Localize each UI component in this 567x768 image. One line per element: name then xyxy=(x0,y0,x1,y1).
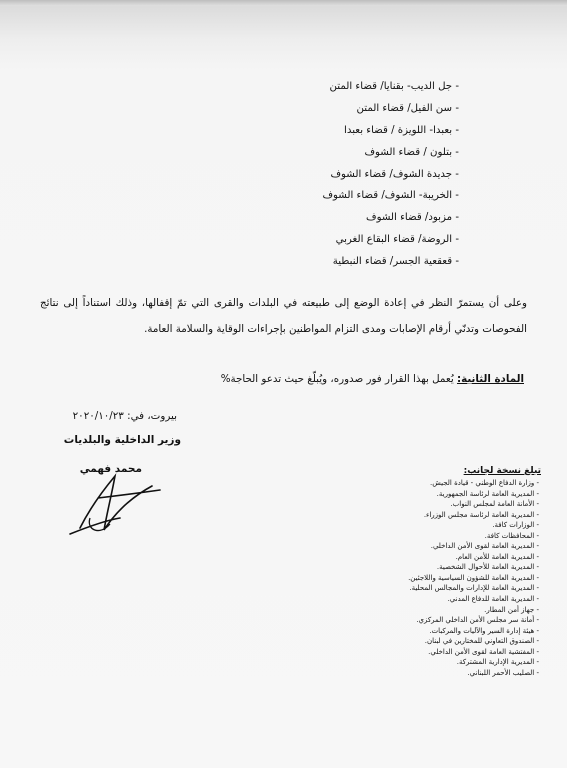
article-two xyxy=(221,373,524,385)
distribution-item: - المفتشية العامة لقوى الأمن الداخلي. xyxy=(428,647,539,656)
scan-edge-shadow xyxy=(0,0,567,6)
location-item: - بتلون / قضاء الشوف xyxy=(364,146,459,158)
signature xyxy=(60,468,170,540)
distribution-item: - المديرية العامة للإدارات والمجالس المحلية. xyxy=(409,584,539,593)
location-item: - بعبدا- اللويزة / قضاء بعبدا xyxy=(344,124,459,136)
location-item: - جديدة الشوف/ قضاء الشوف xyxy=(330,168,459,180)
distribution-item: - المديرية الإدارية المشتركة. xyxy=(456,658,539,667)
location-item: - سن الفيل/ قضاء المتن xyxy=(356,102,459,114)
article-label: المادة الثانية: xyxy=(456,373,524,385)
body-paragraph: وعلى أن يستمرّ النظر في إعادة الوضع إلى طبيعته في البلدات والقرى التي تمّ إقفالها، وذلك استناداً إلى نتائج الفحوصات وتدنّي أرقام الإصابات ومدى التزام المواطنين بإجراءات الوقاية والسلامة العامة. xyxy=(40,297,527,335)
location-item: - الروضة/ قضاء البقاع الغربي xyxy=(335,234,459,246)
distribution-item: - جهاز أمن المطار. xyxy=(484,605,539,614)
minister-name: محمد فهمي xyxy=(79,463,142,475)
distribution-title: تبلغ نسخة لجانب: xyxy=(463,466,541,476)
distribution-item: - وزارة الدفاع الوطني - قيادة الجيش. xyxy=(429,479,539,487)
location-item: - مزبود/ قضاء الشوف xyxy=(366,212,459,224)
location-item: - قعقعية الجسر/ قضاء النبطية xyxy=(332,256,459,268)
distribution-item: - المديرية العامة لرئاسة الجمهورية. xyxy=(436,489,539,498)
distribution-item: - المديرية العامة للأمن العام. xyxy=(455,552,539,561)
distribution-item: - المديرية العامة للأحوال الشخصية. xyxy=(436,563,539,572)
minister-title: وزير الداخلية والبلديات xyxy=(63,434,181,446)
distribution-item: - الصندوق التعاوني للمختارين في لبنان. xyxy=(424,637,539,646)
issue-date: بيروت، في: ٢٠٢٠/١٠/٢٣ xyxy=(72,410,177,422)
distribution-item: - الصليب الأحمر اللبناني. xyxy=(467,668,539,677)
distribution-item: - المديرية العامة لرئاسة مجلس الوزراء. xyxy=(423,510,539,519)
distribution-item: - المديرية العامة للدفاع المدني. xyxy=(447,595,539,604)
distribution-item: - الوزارات كافة. xyxy=(492,521,539,530)
distribution-item: - أمانة سر مجلس الأمن الداخلي المركزي. xyxy=(416,616,539,625)
distribution-list xyxy=(299,478,539,678)
locations-list xyxy=(239,76,459,273)
distribution-item: - المديرية العامة للشؤون السياسية واللاجئين. xyxy=(408,573,539,582)
location-item: - جل الديب- بقنايا/ قضاء المتن xyxy=(329,81,459,92)
location-item: - الخريبة- الشوف/ قضاء الشوف xyxy=(322,190,459,202)
distribution-item: - المديرية العامة لقوى الأمن الداخلي. xyxy=(430,542,539,551)
distribution-item: - هيئة إدارة السير والآليات والمركبات. xyxy=(429,626,539,635)
article-text: يُعمل بهذا القرار فور صدوره، ويُبلّغ حيث تدعو الحاجة% xyxy=(220,373,457,385)
distribution-item: - المحافظات كافة. xyxy=(484,531,539,540)
distribution-item: - الأمانة العامة لمجلس النواب. xyxy=(450,500,539,509)
